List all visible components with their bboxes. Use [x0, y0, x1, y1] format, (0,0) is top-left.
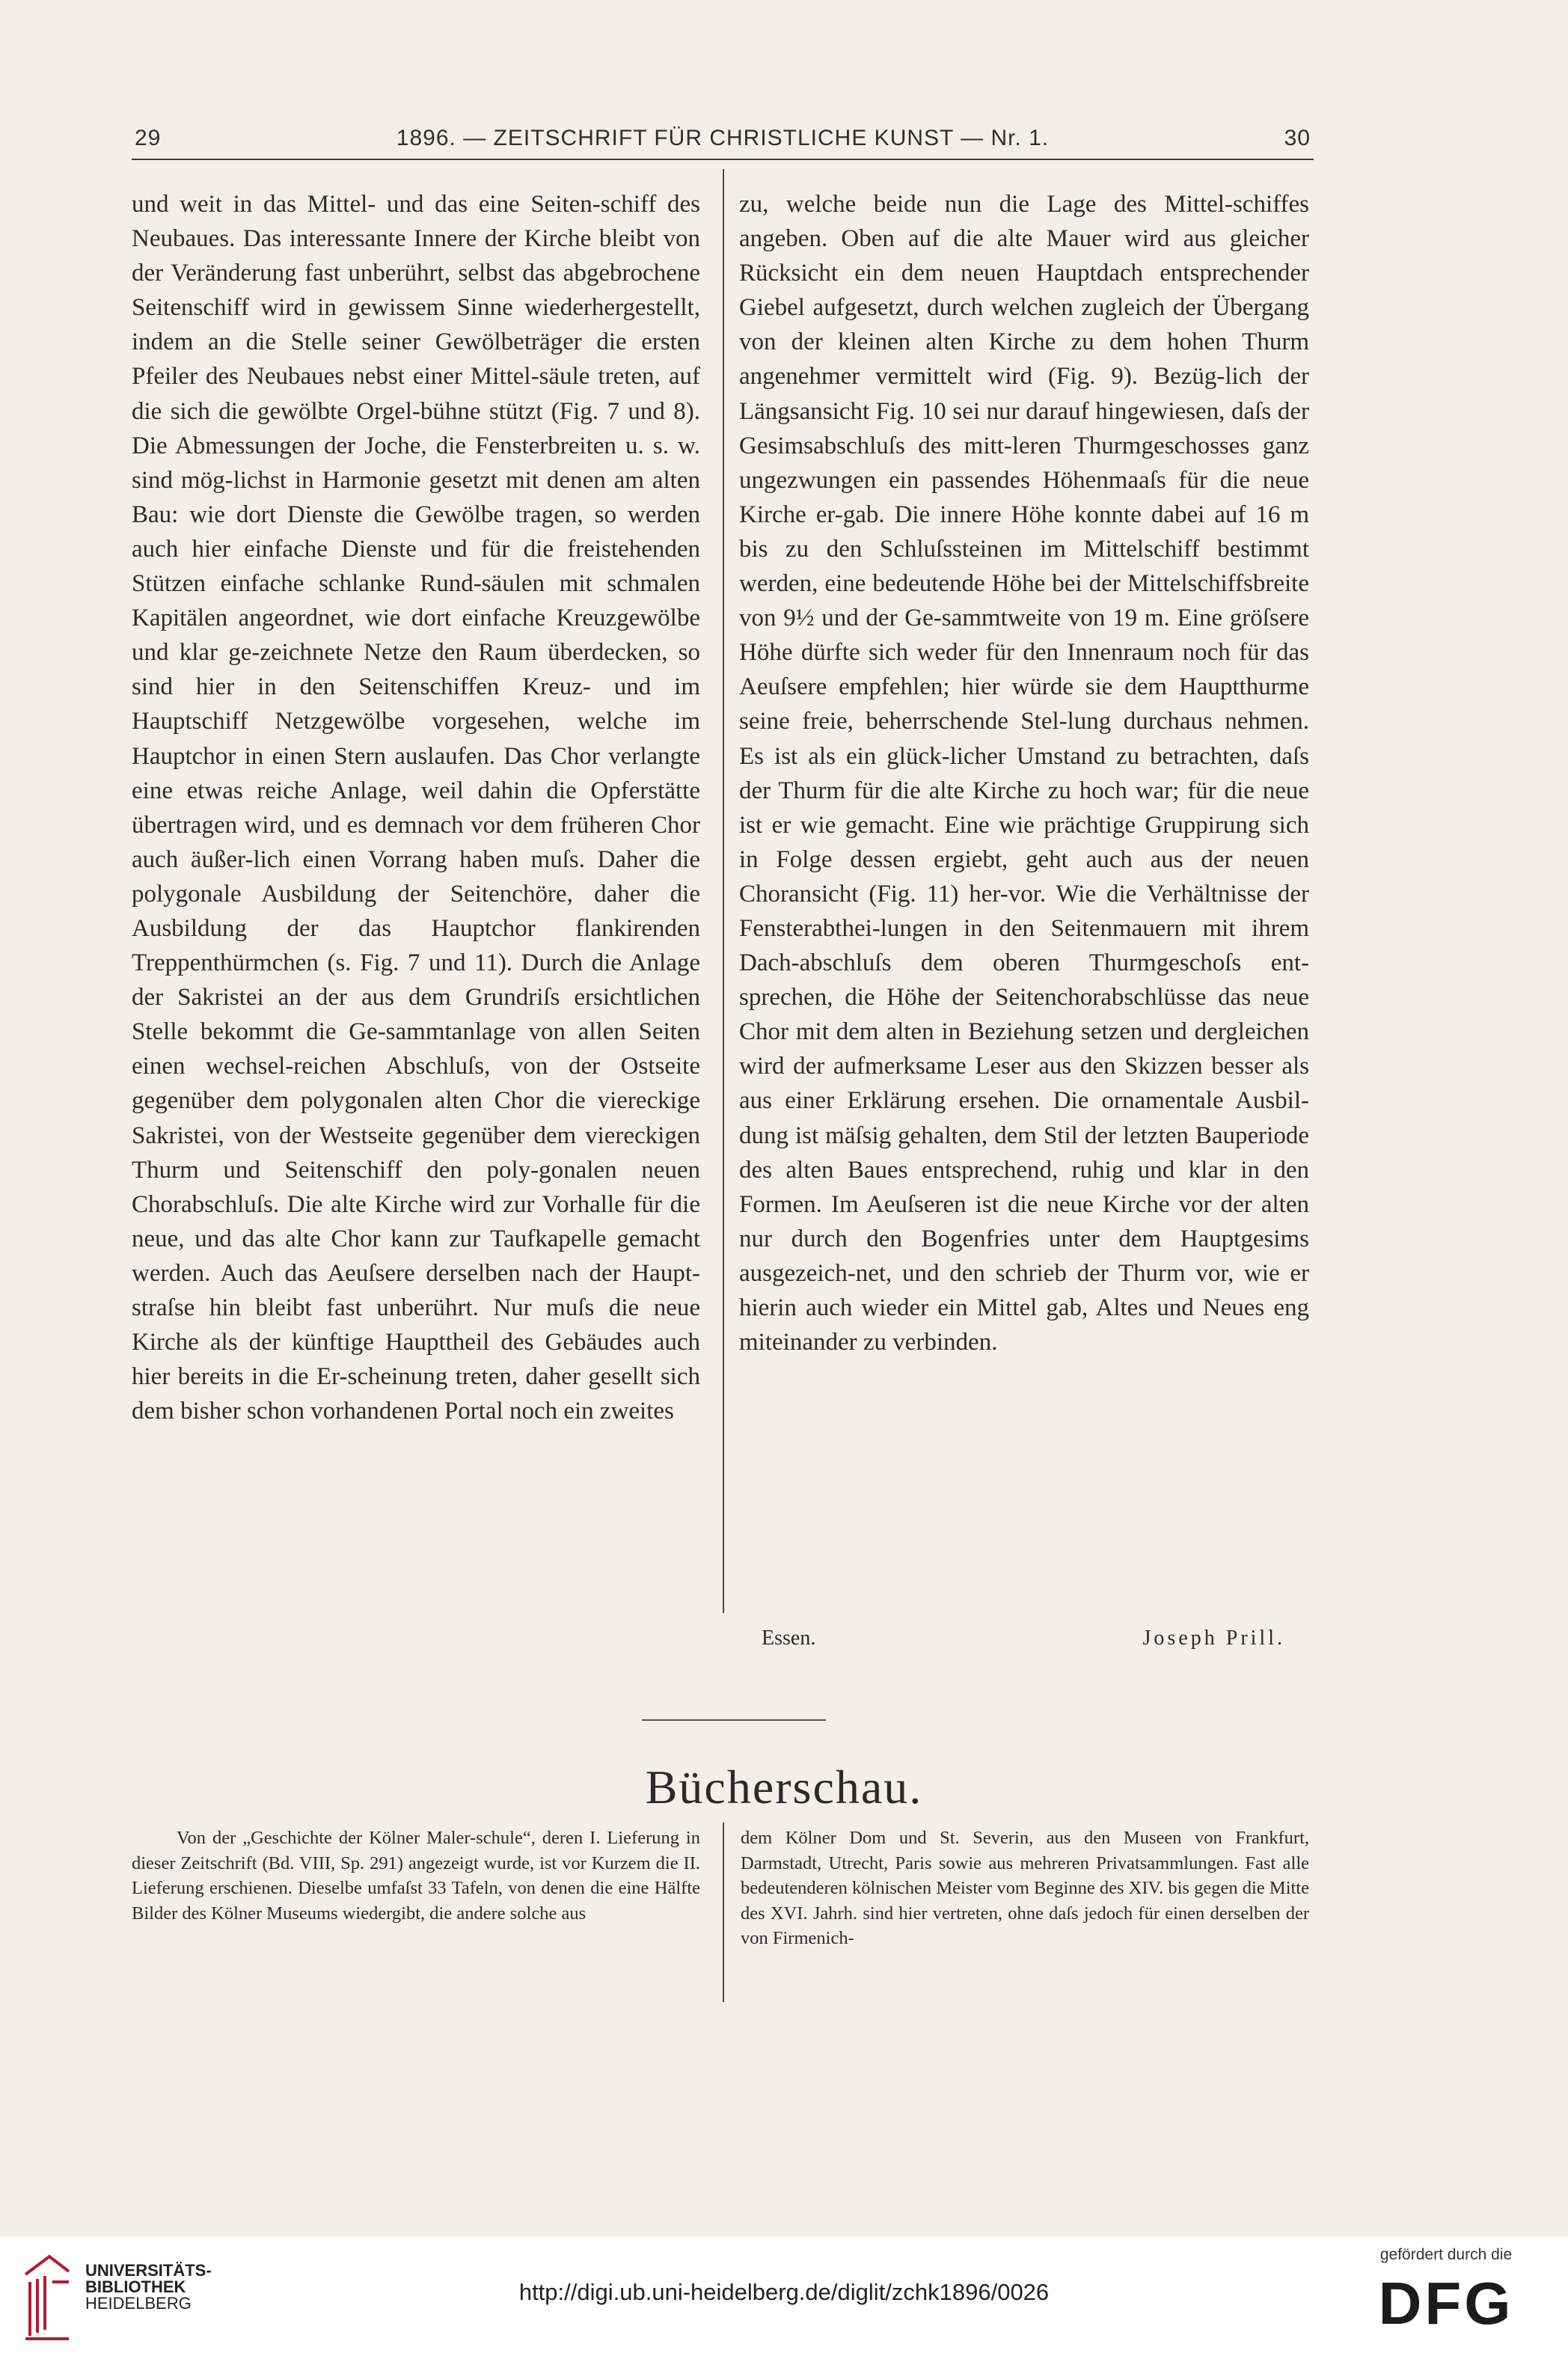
review-column-divider — [723, 1823, 724, 2002]
review-text-left: Von der „Geschichte der Kölner Maler-schule“, deren I. Lieferung in dieser Zeitschrift (Bd. VIII, Sp. 291) angezeigt wurde, ist vor Kurzem die II. Lieferung erschienen. Dieselbe umfaſst 33 Tafeln, von denen die eine Hälfte Bilder des Kölner Museums wiedergibt, die andere solche aus — [132, 1828, 700, 1924]
digitization-footer — [0, 2237, 1568, 2356]
page-number-right: 30 — [1284, 126, 1311, 150]
running-head — [132, 120, 1314, 157]
library-name-line3: HEIDELBERG — [85, 2294, 192, 2313]
page-number-left: 29 — [135, 126, 162, 150]
header-rule — [132, 159, 1314, 160]
column-divider — [723, 169, 724, 1613]
journal-title: 1896. — ZEITSCHRIFT FÜR CHRISTLICHE KUNST — Nr. 1. — [396, 126, 1050, 150]
review-column-right — [741, 1826, 1309, 1951]
funding-note: gefördert durch die — [1379, 2246, 1513, 2263]
article-text-left: und weit in das Mittel- und das eine Seiten-schiff des Neubaues. Das interessante Innere der Kirche bleibt von der Veränderung fast unberührt, selbst das abgebrochene Seitenschiff wird in gewissem Sinne wiederhergestellt, indem an die Stelle seiner Gewölbeträger die ersten Pfeiler des Neubaues nebst einer Mittel-säule treten, auf die sich die gewölbte Orgel-bühne stützt (Fig. 7 und 8). Die Abmessungen der Joche, die Fensterbreiten u. s. w. sind mög-lichst in Harmonie gesetzt mit denen am alten Bau: wie dort Dienste die Gewölbe tragen, so werden auch hier einfache Dienste und für die freistehenden Stützen einfache schlanke Rund-säulen mit schmalen Kapitälen angeordnet, wie dort einfache Kreuzgewölbe und klar ge-zeichnete Netze den Raum überdecken, so sind hier in den Seitenschiffen Kreuz- und im Hauptschiff Netzgewölbe vorgesehen, welche im Hauptchor in einen Stern auslaufen. Das Chor verlangte eine etwas reiche Anlage, weil dahin die Opferstätte übertragen wird, und es demnach vor dem früheren Chor auch äußer-lich einen Vorrang haben muſs. Daher die polygonale Ausbildung der Seitenchöre, daher die Ausbildung der das Hauptchor flankirenden Treppenthürmchen (s. Fig. 7 und 11). Durch die Anlage der Sakristei an der aus dem Grundriſs ersichtlichen Stelle bekommt die Ge-sammtanlage von allen Seiten einen wechsel-reichen Abschluſs, von der Ostseite gegenüber dem polygonalen alten Chor die viereckige Sakristei, von der Westseite gegenüber dem viereckigen Thurm und Seitenschiff den poly-gonalen neuen Chorabschluſs. Die alte Kirche wird zur Vorhalle für die neue, und das alte Chor kann zur Taufkapelle gemacht werden. Auch das Aeuſsere derselben nach der Haupt-straſse hin bleibt fast unberührt. Nur muſs die neue Kirche als der künftige Haupttheil des Gebäudes auch hier bereits in die Er-scheinung treten, daher gesellt sich dem bisher schon vorhandenen Portal noch ein zweites — [132, 191, 700, 1425]
article-text-right: zu, welche beide nun die Lage des Mittel-schiffes angeben. Oben auf die alte Mauer wird aus gleicher Rücksicht ein dem neuen Hauptdach entsprechender Giebel aufgesetzt, durch welchen zugleich der Übergang von der kleinen alten Kirche zu dem hohen Thurm angenehmer vermittelt wird (Fig. 9). Bezüg-lich der Längsansicht Fig. 10 sei nur darauf hingewiesen, daſs der Gesimsabschluſs des mitt-leren Thurmgeschosses ganz ungezwungen ein passendes Höhenmaaſs für die neue Kirche er-gab. Die innere Höhe konnte dabei auf 16 m bis zu den Schluſssteinen im Mittelschiff bestimmt werden, eine bedeutende Höhe bei der Mittelschiffsbreite von 9½ und der Ge-sammtweite von 19 m. Eine gröſsere Höhe dürfte sich weder für den Innenraum noch für das Aeuſsere empfehlen; hier würde sie dem Hauptthurme seine freie, beherrschende Stel-lung durchaus nehmen. Es ist als ein glück-licher Umstand zu betrachten, daſs der Thurm für die alte Kirche zu hoch war; für die neue ist er wie gemacht. Eine wie prächtige Gruppirung sich in Folge dessen ergiebt, geht auch aus der neuen Choransicht (Fig. 11) her-vor. Wie die Verhältnisse der Fensterabthei-lungen in den Seitenmauern mit ihrem Dach-abschluſs dem oberen Thurmgeschoſs ent-sprechen, die Höhe der Seitenchorabschlüsse das neue Chor mit dem alten in Beziehung setzen und dergleichen wird der aufmerksame Leser aus den Skizzen besser als aus einer Erklärung ersehen. Die ornamentale Ausbil-dung ist mäſsig gehalten, dem Stil der letzten Bauperiode des alten Baues entsprechend, ruhig und klar in den Formen. Im Aeuſseren ist die neue Kirche vor der alten nur durch den Bogenfries unter dem Hauptgesims ausgezeich-net, und den schrieb der Thurm vor, wie er hierin auch wieder ein Mittel gab, Altes und Neues eng miteinander zu verbinden. — [739, 191, 1309, 1356]
article-column-left — [132, 187, 700, 1428]
article-column-right — [739, 187, 1309, 1359]
review-text-right: dem Kölner Dom und St. Severin, aus den Museen von Frankfurt, Darmstadt, Utrecht, Paris sowie aus mehreren Privatsammlungen. Fast alle bedeutenderen kölnischen Meister vom Beginne des XIV. bis gegen die Mitte des XVI. Jahrh. sind hier vertreten, ohne daſs jedoch für einen derselben der von Firmenich- — [741, 1828, 1309, 1949]
dfg-logo: DFG — [1378, 2270, 1514, 2337]
library-name-line1: UNIVERSITÄTS- — [85, 2261, 212, 2280]
signature-place: Essen. — [762, 1627, 816, 1650]
signature-author: Joseph Prill. — [1142, 1627, 1285, 1650]
library-name-line2: BIBLIOTHEK — [85, 2277, 186, 2296]
section-separator — [642, 1719, 826, 1721]
review-column-left — [132, 1826, 700, 1926]
article-signature — [762, 1627, 1285, 1656]
section-heading: Bücherschau. — [645, 1760, 923, 1814]
permalink[interactable]: http://digi.ub.uni-heidelberg.de/diglit/zchk1896/0026 — [518, 2279, 1050, 2305]
